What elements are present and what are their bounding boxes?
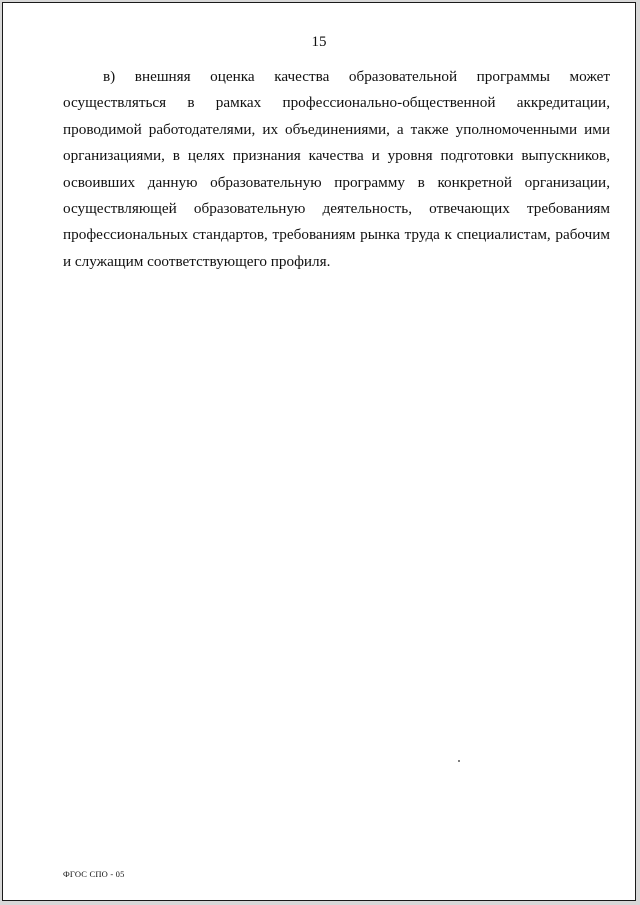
document-page — [2, 2, 636, 901]
footer-document-code: ФГОС СПО - 05 — [63, 869, 125, 879]
body-paragraph: в) внешняя оценка качества образовательной программы может осуществляться в рамках профессионально-общественной аккредитации, проводимой работодателями, их объединениями, а также уполномоченными ими организациями, в целях признания качества и уровня подготовки выпускников, освоивших данную образовательную программу в конкретной организации, осуществляющей образовательную деятельность, отвечающих требованиям профессиональных стандартов, требованиям рынка труда к специалистам, рабочим и служащим соответствующего профиля. — [63, 68, 610, 270]
page-number: 15 — [311, 34, 327, 50]
scan-speck — [458, 760, 460, 762]
